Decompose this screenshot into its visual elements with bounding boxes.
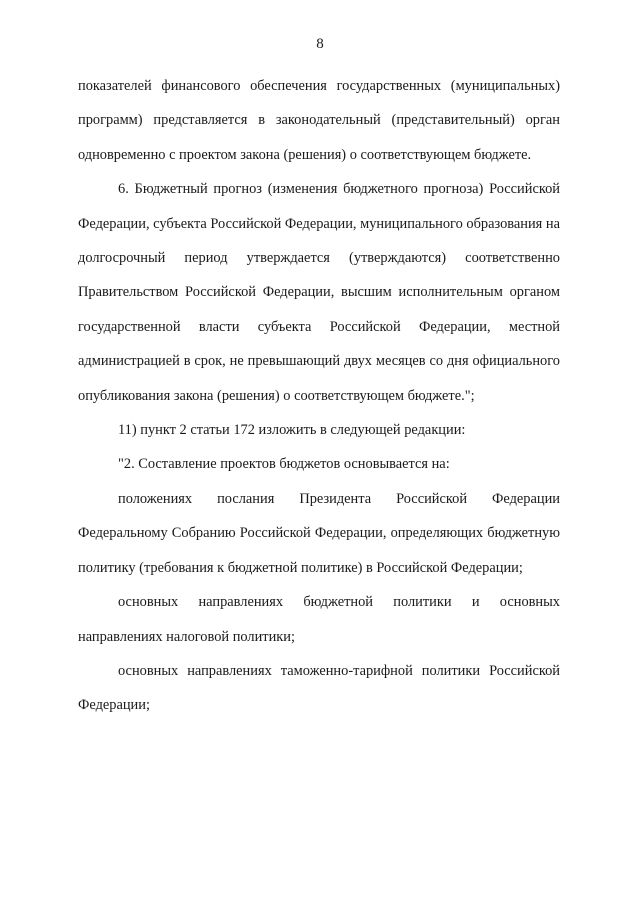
paragraph-customs-policy: основных направлениях таможенно-тарифной политики Российской Федерации; — [78, 662, 560, 714]
paragraph-president-message: положениях послания Президента Российской Федерации Федеральному Собранию Российской Федерации, определяющих бюджетную политику (требования к бюджетной политике) в Российской Федерации; — [78, 490, 560, 576]
paragraph-item-6: 6. Бюджетный прогноз (изменения бюджетного прогноза) Российской Федерации, субъекта Российской Федерации, муниципального образования на долгосрочный период утверждается (утверждаются) соответственно Правительством Российской Федерации, высшим исполнительным органом государственной власти субъекта Российской Федерации, местной администрацией в срок, не превышающий двух месяцев со дня официального опубликования закона (решения) о соответствующем бюджете."; — [78, 181, 560, 404]
paragraph-budget-policy: основных направлениях бюджетной политики и основных направлениях налоговой политики; — [78, 594, 560, 645]
document-body — [78, 69, 560, 723]
paragraph-continuation: показателей финансового обеспечения государственных (муниципальных) программ) представляется в законодательный (представительный) орган одновременно с проектом закона (решения) о соответствующем бюджете. — [78, 78, 560, 163]
page-number: 8 — [316, 36, 324, 52]
paragraph-item-11: 11) пункт 2 статьи 172 изложить в следующей редакции: — [118, 422, 466, 439]
paragraph-clause-2: "2. Составление проектов бюджетов основывается на: — [118, 456, 450, 473]
